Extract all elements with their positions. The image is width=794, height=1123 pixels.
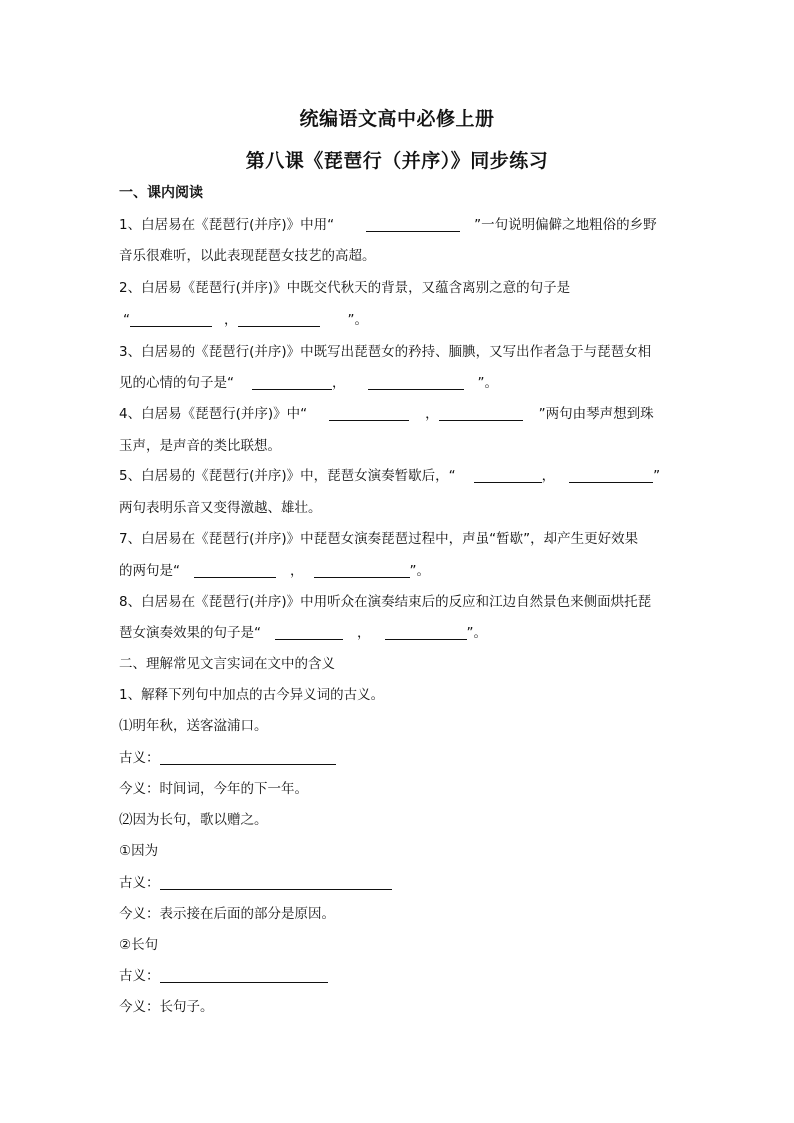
question-5-line-2: 两句表明乐音又变得激越、雄壮。 bbox=[119, 500, 322, 516]
item-2b-modern-line: 今义：长句子。 bbox=[119, 999, 214, 1015]
question-8-line-2 bbox=[119, 624, 487, 642]
question-2-line-1: 2、白居易《琵琶行(并序)》中既交代秋天的背景，又蕴含离别之意的句子是 bbox=[119, 280, 571, 296]
question-3-text-b: 见的心情的句子是“ bbox=[119, 375, 234, 391]
answer-blank[interactable] bbox=[160, 968, 328, 983]
quote-close: ”。 bbox=[409, 563, 430, 579]
question-1-text-b: ”一句说明偏僻之地粗俗的乡野 bbox=[474, 217, 657, 233]
quote-open: “ bbox=[123, 312, 130, 328]
answer-blank[interactable] bbox=[569, 468, 653, 483]
comma: ， bbox=[332, 375, 346, 391]
comma: ， bbox=[290, 563, 304, 579]
section-heading-vocabulary: 二、理解常见文言实词在文中的含义 bbox=[119, 656, 335, 672]
answer-blank[interactable] bbox=[238, 312, 320, 327]
answer-blank[interactable] bbox=[160, 750, 336, 765]
answer-blank[interactable] bbox=[130, 312, 212, 327]
answer-blank[interactable] bbox=[194, 563, 276, 578]
item-2a-ancient-line bbox=[119, 874, 392, 892]
answer-blank[interactable] bbox=[385, 625, 467, 640]
question-5-line-1 bbox=[119, 467, 660, 485]
answer-blank[interactable] bbox=[275, 625, 343, 640]
answer-blank[interactable] bbox=[314, 563, 410, 578]
question-4-text-a: 4、白居易《琵琶行(并序)》中“ bbox=[119, 406, 308, 422]
quote-close: ”。 bbox=[477, 375, 498, 391]
ancient-meaning-label: 古义： bbox=[119, 750, 160, 766]
question-5-text-a: 5、白居易的《琵琶行(并序)》中，琵琶女演奏暂歇后，“ bbox=[119, 468, 456, 484]
question-2-line-2 bbox=[123, 311, 368, 329]
ancient-meaning-label: 古义： bbox=[119, 875, 160, 891]
question-3-line-2 bbox=[119, 374, 498, 392]
comma: ， bbox=[541, 468, 556, 484]
question-7-text-b: 的两句是“ bbox=[119, 563, 180, 579]
question-8-line-1: 8、白居易在《琵琶行(并序)》中用听众在演奏结束后的反应和江边自然景色来侧面烘托琵 bbox=[119, 594, 652, 610]
item-1-ancient-line bbox=[119, 749, 336, 767]
item-1-modern-line: 今义：时间词，今年的下一年。 bbox=[119, 781, 308, 797]
answer-blank[interactable] bbox=[160, 875, 392, 890]
item-2a-modern-line: 今义：表示接在后面的部分是原因。 bbox=[119, 906, 335, 922]
answer-blank[interactable] bbox=[474, 468, 542, 483]
answer-blank[interactable] bbox=[439, 406, 523, 421]
question-8-text-b: 琶女演奏效果的句子是“ bbox=[119, 625, 261, 641]
comma: ， bbox=[357, 625, 371, 641]
question-4-line-2: 玉声，是声音的类比联想。 bbox=[119, 438, 281, 454]
item-2-sentence: ⑵因为长句，歌以赠之。 bbox=[119, 812, 268, 828]
question-1-line-1 bbox=[119, 216, 657, 234]
section-heading-reading: 一、课内阅读 bbox=[119, 185, 203, 201]
question-4-line-1 bbox=[119, 405, 654, 423]
question-4-text-a-close: ”两句由琴声想到珠 bbox=[538, 406, 654, 422]
answer-blank[interactable] bbox=[366, 217, 460, 232]
item-2b-word: ②长句 bbox=[119, 937, 159, 953]
item-2a-word: ①因为 bbox=[119, 843, 159, 859]
quote-close: ”。 bbox=[466, 625, 487, 641]
item-2b-ancient-line bbox=[119, 967, 328, 985]
question-1-line-2: 音乐很难听，以此表现琵琶女技艺的高超。 bbox=[119, 248, 376, 264]
question-7-line-1: 7、白居易在《琵琶行(并序)》中琵琶女演奏琵琶过程中，声虽“暂歇”，却产生更好效果 bbox=[119, 531, 639, 547]
question-3-line-1: 3、白居易的《琵琶行(并序)》中既写出琵琶女的矜持、腼腆，又写出作者急于与琵琶女相 bbox=[119, 344, 652, 360]
page-subtitle: 第八课《琵琶行（并序）》同步练习 bbox=[245, 150, 549, 172]
quote-close: ”。 bbox=[347, 312, 368, 328]
comma: ， bbox=[425, 406, 439, 422]
section-2-instruction: 1、解释下列句中加点的古今异义词的古义。 bbox=[119, 687, 385, 703]
page-title: 统编语文高中必修上册 bbox=[299, 108, 495, 130]
answer-blank[interactable] bbox=[368, 375, 464, 390]
ancient-meaning-label: 古义： bbox=[119, 968, 160, 984]
item-1-sentence: ⑴明年秋，送客湓浦口。 bbox=[119, 718, 268, 734]
question-1-text-a: 1、白居易在《琵琶行(并序)》中用“ bbox=[119, 217, 335, 233]
answer-blank[interactable] bbox=[329, 406, 409, 421]
answer-blank[interactable] bbox=[252, 375, 332, 390]
question-7-line-2 bbox=[119, 562, 430, 580]
quote-close: ” bbox=[653, 468, 661, 484]
comma: ， bbox=[224, 312, 238, 328]
